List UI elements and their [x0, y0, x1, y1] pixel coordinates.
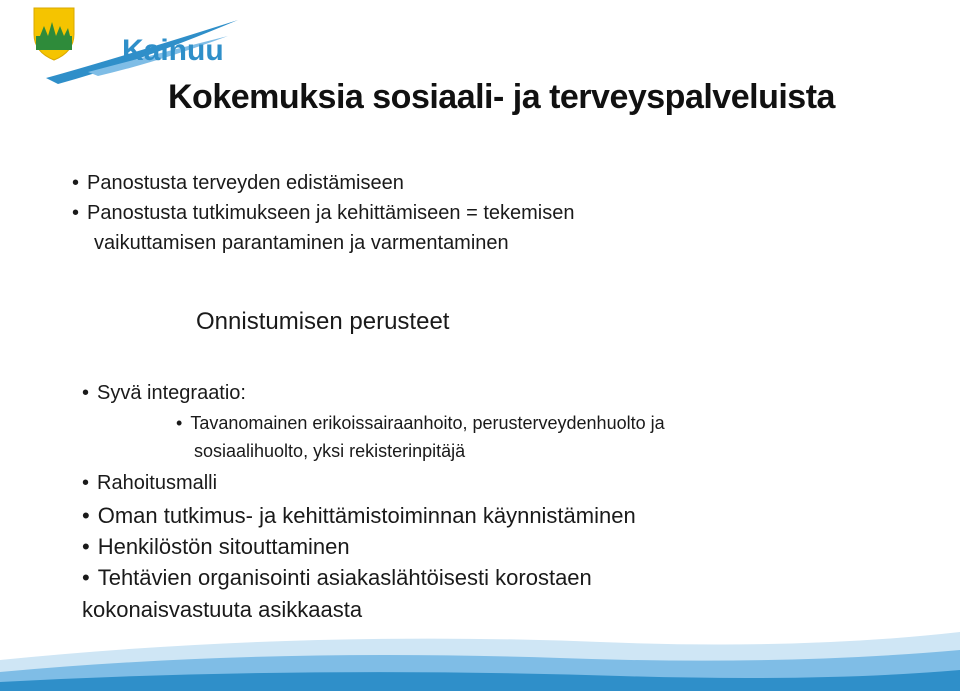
bullet-icon: •: [176, 413, 183, 433]
logo-text: Kainuu: [122, 34, 224, 67]
bullet-icon: •: [82, 472, 90, 494]
footer-waves: [0, 620, 960, 691]
kainuu-logo: [28, 6, 258, 86]
sub-list-item-continuation: sosiaalihuolto, yksi rekisterinpitäjä: [194, 441, 466, 461]
bullet-icon: •: [72, 172, 80, 194]
list-item-continuation: vaikuttamisen parantaminen ja varmentaminen: [94, 232, 509, 254]
list-item: • Panostusta terveyden edistämiseen: [72, 172, 404, 194]
bullet-icon: •: [72, 202, 80, 224]
list-item-continuation: kokonaisvastuuta asikkaasta: [82, 597, 363, 622]
bullet-icon: •: [82, 382, 90, 404]
bullet-icon: •: [82, 534, 90, 559]
bullet-icon: •: [82, 565, 90, 590]
list-item: • Henkilöstön sitouttaminen: [82, 534, 350, 559]
list-item: • Panostusta tutkimukseen ja kehittämiseen = tekemisen: [72, 202, 575, 224]
sub-list-item: • Tavanomainen erikoissairaanhoito, perusterveydenhuolto ja: [176, 413, 665, 433]
list-item: • Rahoitusmalli: [82, 472, 218, 494]
subheading: Onnistumisen perusteet: [196, 308, 450, 335]
list-item: • Tehtävien organisointi asiakaslähtöisesti korostaen: [82, 565, 592, 590]
bullet-icon: •: [82, 503, 90, 528]
page-title: Kokemuksia sosiaali- ja terveyspalveluista: [168, 78, 835, 116]
list-item: • Oman tutkimus- ja kehittämistoiminnan käynnistäminen: [82, 503, 636, 528]
list-item: • Syvä integraatio:: [82, 382, 246, 404]
